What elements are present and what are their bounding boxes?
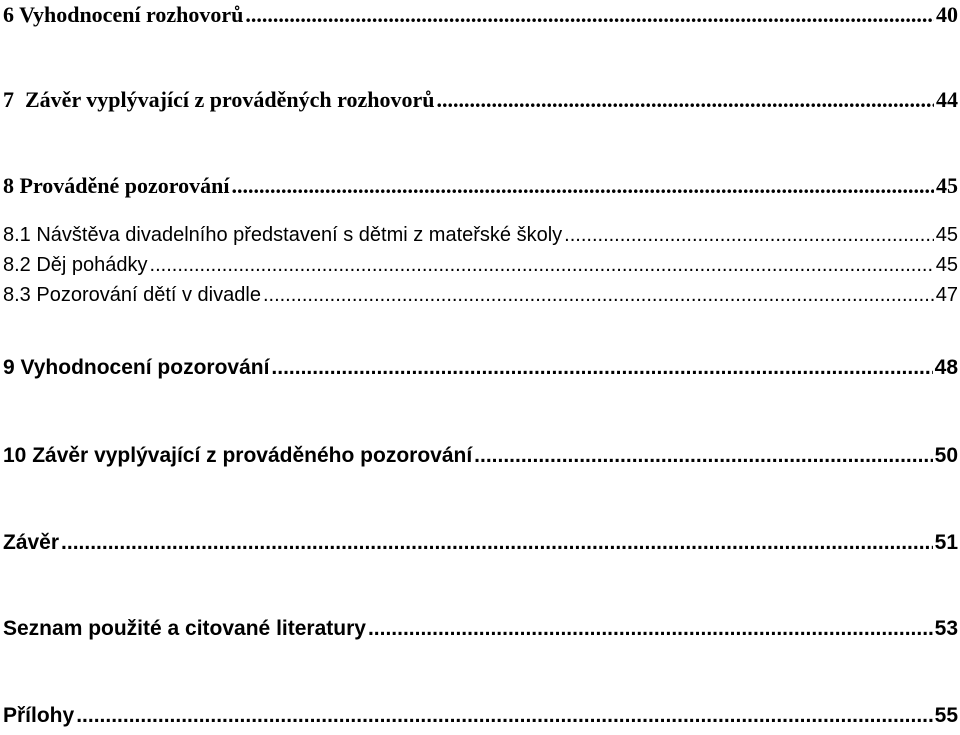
toc-entry-title: 8 Prováděné pozorování — [3, 173, 230, 198]
toc-entry-10[interactable] — [3, 445, 958, 466]
toc-entry-page: 44 — [936, 87, 958, 112]
toc-entry-page: 55 — [934, 704, 958, 727]
dot-leader — [474, 445, 932, 466]
toc-entry-title: 8.1 Návštěva divadelního představení s dětmi z mateřské školy — [3, 224, 563, 246]
toc-entry-page: 45 — [935, 224, 958, 246]
dot-leader — [232, 175, 934, 197]
toc-entry-page: 50 — [934, 444, 958, 467]
toc-entry-title: 7 Závěr vyplývající z prováděných rozhovorů — [3, 87, 435, 112]
toc-entry-8-3[interactable] — [3, 285, 958, 305]
dot-leader — [263, 285, 934, 305]
toc-entry-page: 45 — [935, 254, 958, 276]
dot-leader — [436, 89, 934, 111]
dot-leader — [150, 255, 934, 275]
toc-entry-title: 8.3 Pozorování dětí v divadle — [3, 284, 261, 306]
toc-entry-prilohy[interactable] — [3, 705, 958, 726]
toc-entry-page: 48 — [934, 356, 958, 379]
toc-entry-title: Závěr — [3, 531, 60, 554]
dot-leader — [76, 705, 932, 726]
toc-entry-title: 9 Vyhodnocení pozorování — [3, 356, 270, 379]
dot-leader — [564, 225, 934, 245]
toc-entry-title: 10 Závěr vyplývající z prováděného pozorování — [3, 444, 473, 467]
toc-entry-page: 47 — [935, 284, 958, 306]
dot-leader — [245, 4, 934, 26]
toc-entry-6[interactable] — [3, 4, 958, 26]
toc-entry-title: 6 Vyhodnocení rozhovorů — [3, 2, 244, 27]
toc-entry-7[interactable] — [3, 89, 958, 111]
toc-entry-8[interactable] — [3, 175, 958, 197]
toc-entry-page: 40 — [936, 2, 958, 27]
toc-entry-page: 51 — [934, 531, 958, 554]
dot-leader — [271, 357, 932, 378]
toc-entry-literatura[interactable] — [3, 618, 958, 639]
toc-entry-8-1[interactable] — [3, 225, 958, 245]
toc-entry-page: 53 — [934, 617, 958, 640]
toc-entry-zaver[interactable] — [3, 532, 958, 553]
dot-leader — [368, 618, 933, 639]
toc-entry-page: 45 — [936, 173, 958, 198]
toc-entry-9[interactable] — [3, 357, 958, 378]
toc-entry-title: Seznam použité a citované literatury — [3, 617, 366, 640]
toc-entry-title: 8.2 Děj pohádky — [3, 254, 148, 276]
toc-entry-title: Přílohy — [3, 704, 75, 727]
toc-entry-8-2[interactable] — [3, 255, 958, 275]
dot-leader — [61, 532, 933, 553]
